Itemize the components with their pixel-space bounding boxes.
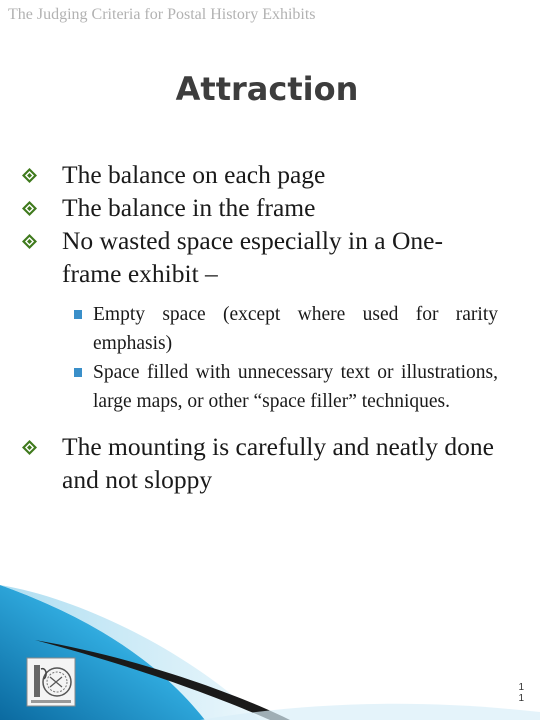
presentation-header: The Judging Criteria for Postal History Exhibits — [8, 6, 316, 23]
sub-bullet-text: Empty space (except where used for rarity emphasis) — [93, 304, 498, 354]
page-number — [518, 682, 524, 704]
page-number-line: 1 — [518, 682, 524, 693]
bullet-text: The mounting is carefully and neatly done and not sloppy — [62, 432, 494, 494]
slide-content — [20, 158, 498, 496]
sub-bullet-item — [74, 300, 498, 358]
bullet-text: The balance on each page — [62, 160, 326, 189]
diamond-bullet-icon — [22, 168, 37, 183]
bullet-item — [20, 191, 498, 224]
bullet-text: The balance in the frame — [62, 193, 316, 222]
square-bullet-icon — [74, 368, 82, 377]
sub-bullet-item — [74, 358, 498, 416]
slide-title: Attraction — [175, 70, 359, 108]
bullet-item — [20, 158, 498, 191]
bullet-item — [20, 430, 498, 496]
page-number-line: 1 — [518, 693, 524, 704]
society-logo-icon — [26, 657, 76, 707]
square-bullet-icon — [74, 310, 82, 319]
diamond-bullet-icon — [22, 440, 37, 455]
sub-bullet-list — [74, 300, 498, 416]
bullet-text: No wasted space especially in a One-frame exhibit – — [62, 226, 443, 288]
diamond-bullet-icon — [22, 201, 37, 216]
diamond-bullet-icon — [22, 234, 37, 249]
sub-bullet-text: Space filled with unnecessary text or illustrations, large maps, or other “space filler” techniques. — [93, 362, 498, 412]
bullet-item — [20, 224, 498, 290]
